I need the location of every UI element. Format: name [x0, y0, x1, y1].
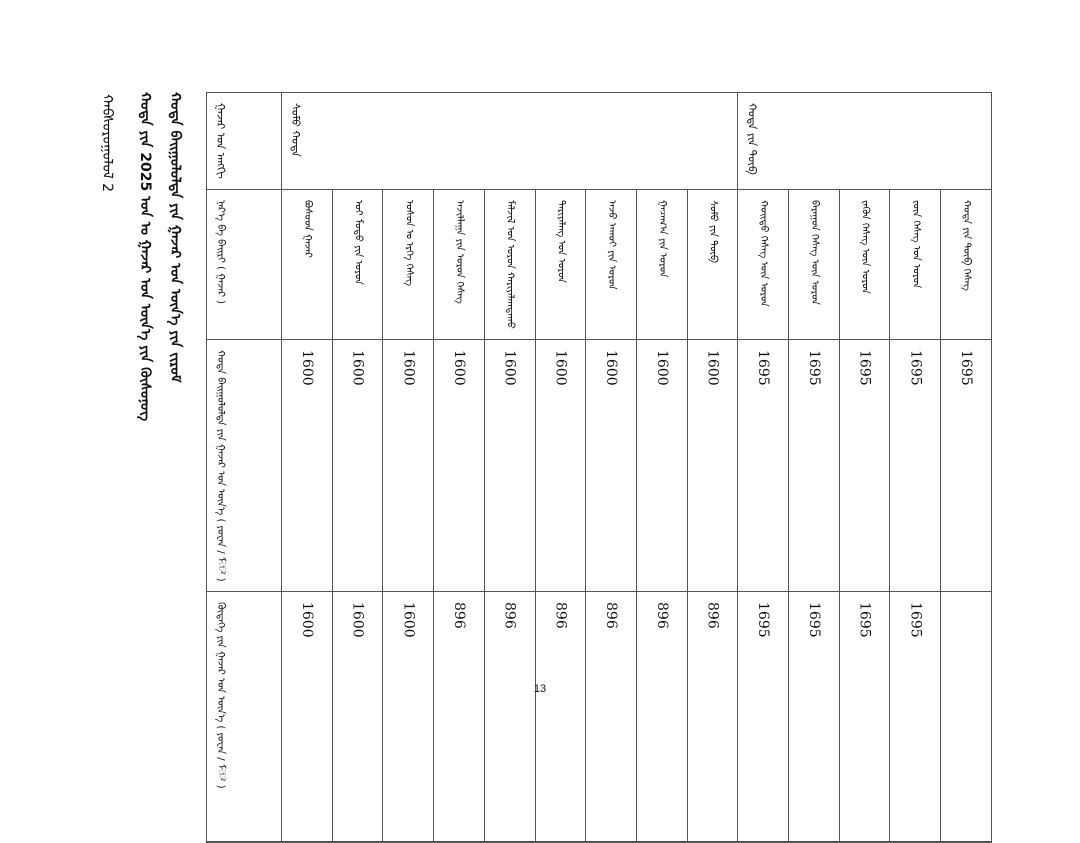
header-price-a [207, 339, 282, 592]
header-category [207, 93, 282, 190]
price-b-value: 1695 [856, 602, 873, 638]
price-a-cell [941, 339, 992, 592]
item-label: ᠮᠠᠯᠵᠢᠯ ᠤᠨ ᠣᠷᠣᠨ ᠬᠠᠷᠢᠶᠠᠯᠠᠭᠳᠠᠬᠤ [504, 199, 516, 329]
item-label: ᠵᠡᠭᠦᠨ ᠬᠡᠰᠡᠭ ᠦᠨ ᠣᠷᠣᠨ [859, 199, 871, 294]
item-cell [636, 189, 687, 339]
table-col-row [207, 93, 992, 190]
price-b-value: 896 [552, 602, 569, 630]
price-b-value: 1695 [755, 602, 772, 638]
price-a-cell [687, 339, 738, 592]
page-number: 13 [533, 683, 547, 695]
price-b-cell [687, 592, 738, 842]
header-price-b-label: ᠬᠥᠳᠡᠭᠡ ᠶᠢᠨ ᠭᠠᠵᠠᠷ ᠤᠨ ᠦᠨ᠎ᠡ ( ᠶᠤᠸᠠᠨ / ᠮ᠋² ) [215, 602, 226, 789]
land-price-table [206, 92, 992, 843]
price-b-value: 1600 [349, 602, 366, 638]
header-category-label: ᠭᠠᠵᠠᠷ ᠤᠨ ᠠᠩᠭᠢ [214, 103, 227, 179]
price-a-value: 1600 [501, 349, 518, 386]
item-cell [535, 189, 586, 339]
price-a-cell [789, 339, 840, 592]
category-label: ᠰᠤᠮᠤ ᠬᠣᠲᠠ [289, 103, 302, 157]
item-label: ᠪᠤᠰᠤᠳ ᠭᠠᠵᠠᠷ [301, 199, 313, 258]
item-cell [941, 189, 992, 339]
header-item-label: ᠨᠡᠷ᠎ᠡ ᠪᠠ ᠪᠠᠢᠷᠢ ( ᠭᠠᠵᠠᠷ ) [215, 199, 226, 304]
price-a-value: 1600 [450, 349, 467, 386]
price-a-value: 1600 [400, 349, 417, 386]
price-b-cell [484, 592, 535, 842]
price-b-value: 896 [653, 602, 670, 630]
appendix-label: ᠬᠠᠪᠰᠤᠷᠤᠭᠤᠯᠤᠯ 2 [99, 94, 115, 193]
price-a-value: 1695 [755, 349, 772, 386]
price-a-cell [282, 339, 333, 592]
price-b-cell [636, 592, 687, 842]
price-b-cell [586, 592, 637, 842]
document-title-line1: ᠬᠣᠲᠠ ᠪᠠᠢᠭᠤᠯᠤᠯᠲᠠ ᠶᠢᠨ ᠭᠠᠵᠠᠷ ᠤᠨ ᠦᠨ᠎ᠡ ᠶᠢᠨ ᠵᠢᠷᠤᠮ [167, 92, 183, 383]
price-b-cell [789, 592, 840, 842]
price-b-cell [941, 592, 992, 842]
item-cell [332, 189, 383, 339]
price-a-value: 1600 [603, 349, 620, 386]
price-b-cell [738, 592, 789, 842]
price-a-cell [586, 339, 637, 592]
item-label: ᠲᠠᠷᠢᠶᠠᠯᠠᠩ ᠤᠨ ᠣᠷᠣᠨ [555, 199, 567, 283]
table-col-row [207, 339, 992, 592]
price-b-cell [332, 592, 383, 842]
price-b-value: 1695 [805, 602, 822, 638]
price-b-value: 1600 [400, 602, 417, 638]
price-a-value: 1695 [856, 349, 873, 386]
price-a-cell [434, 339, 485, 592]
item-label: ᠠᠵᠤ ᠠᠬᠤᠢ ᠶᠢᠨ ᠣᠷᠣᠨ [606, 199, 618, 290]
table-col-row [207, 189, 992, 339]
price-a-value: 1695 [958, 349, 975, 386]
price-a-value: 1600 [704, 349, 721, 386]
item-cell [890, 189, 941, 339]
item-cell [282, 189, 333, 339]
price-a-cell [484, 339, 535, 592]
price-b-cell [839, 592, 890, 842]
price-a-cell [332, 339, 383, 592]
item-label: ᠰᠤᠮᠤ ᠶᠢᠨ ᠲᠥᠪ [707, 199, 719, 263]
category-cell [738, 93, 992, 190]
price-a-cell [890, 339, 941, 592]
price-b-value: 1695 [907, 602, 924, 638]
item-label: ᠬᠣᠲᠠ ᠶᠢᠨ ᠲᠥᠪ ᠬᠡᠰᠡᠭ [961, 199, 973, 291]
item-label: ᠪᠠᠷᠠᠭᠤᠨ ᠬᠡᠰᠡᠭ ᠦᠨ ᠣᠷᠣᠨ [808, 199, 820, 305]
price-b-value: 1600 [298, 602, 315, 638]
item-cell [383, 189, 434, 339]
item-label: ᠠᠵᠢᠯᠯᠠᠭᠠ ᠶᠢᠨ ᠣᠷᠣᠨ ᠬᠡᠰᠡᠭ [453, 199, 465, 304]
price-b-value: 896 [501, 602, 518, 630]
price-a-value: 1600 [298, 349, 315, 386]
price-a-value: 1695 [907, 349, 924, 386]
category-cell [282, 93, 738, 190]
item-cell [839, 189, 890, 339]
price-a-cell [535, 339, 586, 592]
price-a-value: 1695 [805, 349, 822, 386]
item-label: ᠬᠣᠢᠲᠤ ᠬᠡᠰᠡᠭ ᠦᠨ ᠣᠷᠣᠨ [758, 199, 770, 307]
item-label: ᠵᠦᠨ ᠬᠡᠰᠡᠭ ᠤᠨ ᠣᠷᠣᠨ [910, 199, 922, 289]
item-cell [687, 189, 738, 339]
item-label: ᠤᠰᠤᠨ ᠤ ᠡᠷᠭᠡ ᠬᠡᠰᠡᠭ [403, 199, 415, 286]
price-b-cell [535, 592, 586, 842]
document-title-line2: ᠬᠣᠲᠠ ᠶᠢᠨ 2025 ᠣᠨ ᠤ ᠭᠠᠵᠠᠷ ᠤᠨ ᠦᠨ᠎ᠡ ᠶᠢᠨ ᠬᠦᠰᠦᠨᠦᠭ [137, 92, 153, 422]
price-a-value: 1600 [552, 349, 569, 386]
item-cell [789, 189, 840, 339]
header-price-a-label: ᠬᠣᠲᠠ ᠪᠠᠢᠭᠤᠯᠤᠯᠲᠠ ᠶᠢᠨ ᠭᠠᠵᠠᠷ ᠤᠨ ᠦᠨ᠎ᠡ ( ᠶᠤᠸᠠᠨ / ᠮ᠋² ) [215, 349, 226, 582]
price-a-value: 1600 [653, 349, 670, 386]
header-price-b [207, 592, 282, 842]
price-a-cell [383, 339, 434, 592]
item-cell [484, 189, 535, 339]
item-cell [586, 189, 637, 339]
price-b-value: 896 [450, 602, 467, 630]
table-col-row [207, 592, 992, 842]
price-b-cell [282, 592, 333, 842]
category-label: ᠬᠣᠲᠠ ᠶᠢᠨ ᠲᠥᠪ [745, 103, 759, 175]
item-cell [434, 189, 485, 339]
price-b-cell [890, 592, 941, 842]
price-b-cell [383, 592, 434, 842]
item-label: ᠭᠠᠴᠠᠭ᠎ᠠ ᠶᠢᠨ ᠣᠷᠣᠨ [656, 199, 668, 278]
price-a-cell [839, 339, 890, 592]
price-a-cell [636, 339, 687, 592]
price-a-cell [738, 339, 789, 592]
price-b-cell [434, 592, 485, 842]
header-item [207, 189, 282, 339]
item-cell [738, 189, 789, 339]
price-b-value: 896 [603, 602, 620, 630]
price-b-value: 896 [704, 602, 721, 630]
price-a-value: 1600 [349, 349, 366, 386]
item-label: ᠣᠢ ᠮᠣᠳᠤ ᠶᠢᠨ ᠣᠷᠣᠨ [352, 199, 364, 285]
